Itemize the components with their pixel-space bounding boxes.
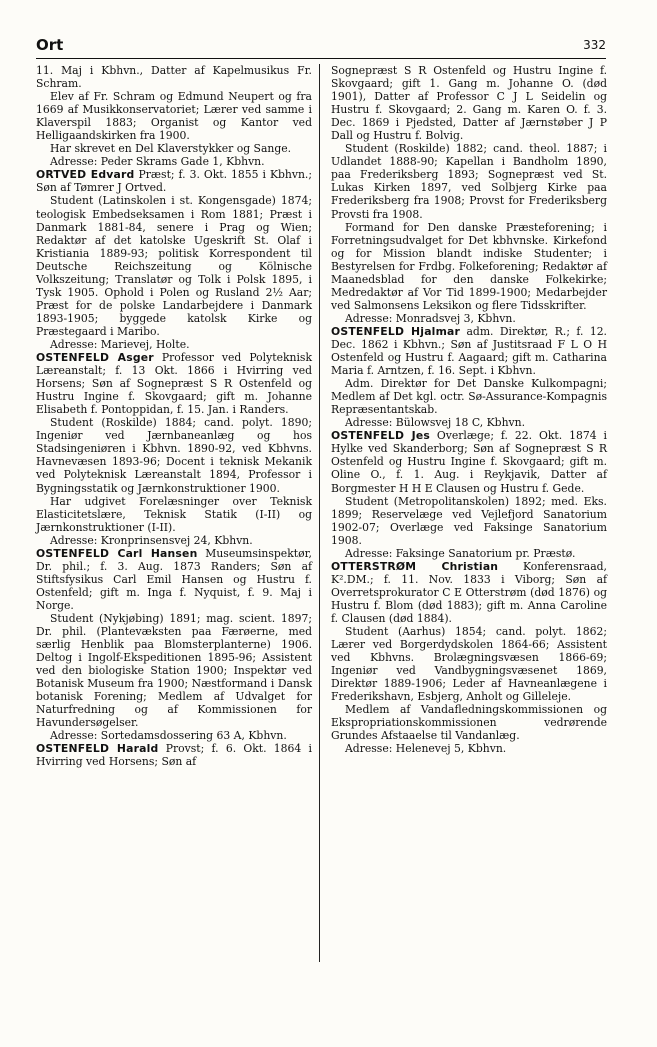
entry-text: Provst; f. 6. Okt. 1864 i Hvirring ved Horsens; Søn af xyxy=(36,742,312,769)
entry-name: OSTENFELD Carl Hansen xyxy=(36,546,198,560)
entry-text: adm. Direktør, R.; f. 12. Dec. 1862 i Kbhvn.; Søn af Justitsraad F L O H Ostenfeld og Hustru f. Aagaard; gift m. Catharina Maria f. Arntzen, f. 16. Sept. i Kbhvn. xyxy=(331,324,607,378)
entry-address: Adresse: Marievej, Holte. xyxy=(50,337,190,351)
entry-paragraph: Student (Latinskolen i st. Kongensgade) 1874; teologisk Embedseksamen i Rom 1881; Præst i Danmark 1881-84, senere i Prag og Wien; Redaktør af det katolske Ugeskrift St. Olaf i Kristiania 1889-93; politisk Korrespondent til Deutsche Reichszeitung og Kölnische Volkszeitung; Translatør og Tolk i Polsk 1895, i Tysk 1905. Ophold i Polen og Rusland 2½ Aar; Præst for de polske Landarbejdere i Danmark 1893-1905; byggede katolsk Kirke og Præstegaard i Maribo. xyxy=(36,194,312,338)
page-number: 332 xyxy=(583,38,606,52)
biography-entry xyxy=(36,351,312,547)
entry-name: OTTERSTRØM Christian xyxy=(331,559,499,573)
continuation-text: Elev af Fr. Schram og Edmund Neupert og fra 1669 af Musikkonservatoriet; Lærer ved samme i Klaverspil 1883; Organist og Kantor ved Helligaandskirken fra 1900. xyxy=(36,90,312,143)
entry-text: Konferensraad, K².DM.; f. 11. Nov. 1833 i Viborg; Søn af Overretsprokurator C E Otterstrøm (død 1876) og Hustru f. Blom (død 1883); gift m. Anna Caroline f. Clausen (død 1884). xyxy=(331,559,607,625)
left-column xyxy=(36,64,312,769)
continuation-text: Adresse: Peder Skrams Gade 1, Kbhvn. xyxy=(50,155,265,169)
entry-paragraph: Student (Aarhus) 1854; cand. polyt. 1862; Lærer ved Borgerdydskolen 1864-66; Assistent ved Kbhvns. Brolægningsvæsen 1866-69; Ingeniør ved Vandbygningsvæsenet 1869, Direktør 1889-1906; Leder af Havneanlægene i Frederikshavn, Esbjerg, Anholt og Gilleleje. xyxy=(331,625,607,704)
header-rule xyxy=(36,58,606,59)
entry-paragraph: Student (Roskilde) 1884; cand. polyt. 1890; Ingeniør ved Jærnbaneanlæg og hos Stadsingeniøren i Kbhvn. 1890-92, ved Kbhvns. Havnevæsen 1893-96; Docent i teknisk Mekanik ved Polyteknisk Læreanstalt 1894, Professor i Bygningsstatik og Jærnkonstruktioner 1900. xyxy=(36,416,312,495)
entry-text: Museumsinspektør, Dr. phil.; f. 3. Aug. 1873 Randers; Søn af Stiftsfysikus Carl Emil Hansen og Hustru f. Ostenfeld; gift m. Inga f. Nyquist, f. 9. Maj i Norge. xyxy=(36,546,312,612)
continuation-text: Student (Roskilde) 1882; cand. theol. 1887; i Udlandet 1888-90; Kapellan i Bandholm 1890, paa Frederiksberg 1893; Sognepræst ved St. Lukas Kirken 1897, ved Solbjerg Kirke paa Frederiksberg fra 1908; Provst for Frederiksberg Provsti fra 1908. xyxy=(331,142,607,221)
entry-intro xyxy=(36,742,312,768)
biography-entry xyxy=(331,560,607,756)
right-column xyxy=(331,64,607,755)
entry-intro xyxy=(36,547,312,612)
entry-paragraph: Medlem af Vandafledningskommissionen og Ekspropriationskommissionen vedrørende Grundes Afstaaelse til Vandanlæg. xyxy=(331,703,607,743)
continuation-text: Har skrevet en Del Klaverstykker og Sange. xyxy=(50,142,292,156)
column-divider xyxy=(319,64,320,962)
biography-entry xyxy=(331,429,607,559)
entry-paragraph: Student (Nykjøbing) 1891; mag. scient. 1897; Dr. phil. (Plantevæksten paa Færøerne, med særlig Henblik paa Blomsterplanterne) 1906. Deltog i Ingolf-Ekspeditionen 1895-96; Assistent ved den biologiske Station 1900; Inspektør ved Botanisk Museum fra 1900; Næstformand i Dansk botanisk Forening; Medlem af Udvalget for Naturfredning og af Kommissionen for Havundersøgelser. xyxy=(36,611,312,730)
continuation-text: Sognepræst S R Ostenfeld og Hustru Ingine f. Skovgaard; gift 1. Gang m. Johanne O. (død 1901), Datter af Professor C J L Seidelin og Hustru f. Skovgaard; 2. Gang m. Karen O. f. 3. Dec. 1869 i Pjedsted, Datter af Jærnstøber J P Dall og Hustru f. Bolvig. xyxy=(331,64,607,143)
entry-intro xyxy=(331,560,607,625)
continuation-text: Formand for Den danske Præsteforening; i Forretningsudvalget for Det kbhvnske. Kirkefond og for Mission blandt indiske Studenter; i Bestyrelsen for Frdbg. Folkeforening; Redaktør af Maanedsblad for den danske Folkekirke; Medredaktør af Vor Tid 1899-1900; Medarbejder ved Salmonsens Leksikon og flere Tidsskrifter. xyxy=(331,220,607,312)
entry-intro xyxy=(36,168,312,194)
biography-entry xyxy=(36,742,312,768)
entry-intro xyxy=(36,351,312,416)
biography-entry xyxy=(36,168,312,351)
biography-entry xyxy=(36,547,312,743)
entry-address: Adresse: Helenevej 5, Kbhvn. xyxy=(345,742,507,756)
entry-paragraph: Adm. Direktør for Det Danske Kulkompagni; Medlem af Det kgl. octr. Sø-Assurance-Kompagnis Repræsentantskab. xyxy=(331,377,607,417)
entry-name: ORTVED Edvard xyxy=(36,168,135,182)
entry-address: Adresse: Kronprinsensvej 24, Kbhvn. xyxy=(50,533,253,547)
entry-text: Præst; f. 3. Okt. 1855 i Kbhvn.; Søn af Tømrer J Ortved. xyxy=(36,168,312,195)
biography-entry xyxy=(331,325,607,429)
entry-address: Adresse: Sortedamsdossering 63 A, Kbhvn. xyxy=(50,729,287,743)
running-head: Ort xyxy=(36,36,64,54)
entry-name: OSTENFELD Hjalmar xyxy=(331,324,461,338)
entry-intro xyxy=(331,429,607,494)
entry-name: OSTENFELD Harald xyxy=(36,742,159,756)
entry-address: Adresse: Bülowsvej 18 C, Kbhvn. xyxy=(345,416,526,430)
entry-name: OSTENFELD Jes xyxy=(331,429,430,443)
entry-text: Professor ved Polyteknisk Læreanstalt; f. 13 Okt. 1866 i Hvirring ved Horsens; Søn af Sognepræst S R Ostenfeld og Hustru Ingine f. Skovgaard; gift m. Johanne Elisabeth f. Pontoppidan, f. 15. Jan. i Randers. xyxy=(36,351,312,417)
entry-name: OSTENFELD Asger xyxy=(36,351,154,365)
continuation-text: 11. Maj i Kbhvn., Datter af Kapelmusikus Fr. Schram. xyxy=(36,64,312,91)
entry-text: Overlæge; f. 22. Okt. 1874 i Hylke ved Skanderborg; Søn af Sognepræst S R Ostenfeld og Hustru Ingine f. Skovgaard; gift m. Oline O., f. 1. Aug. i Reykjavik, Datter af Borgmester H H E Clausen og Hustru f. Gede. xyxy=(331,429,608,495)
entry-paragraph: Har udgivet Forelæsninger over Teknisk Elasticitetslære, Teknisk Statik (I-II) og Jærnkonstruktioner (I-II). xyxy=(36,494,312,534)
continuation-text: Adresse: Monradsvej 3, Kbhvn. xyxy=(345,311,516,325)
entry-address: Adresse: Faksinge Sanatorium pr. Præstø. xyxy=(345,546,576,560)
entry-intro xyxy=(331,325,607,377)
page-header xyxy=(36,36,606,58)
entry-paragraph: Student (Metropolitanskolen) 1892; med. Eks. 1899; Reservelæge ved Vejlefjord Sanatorium 1902-07; Overlæge ved Faksinge Sanatorium 1908. xyxy=(331,494,607,547)
